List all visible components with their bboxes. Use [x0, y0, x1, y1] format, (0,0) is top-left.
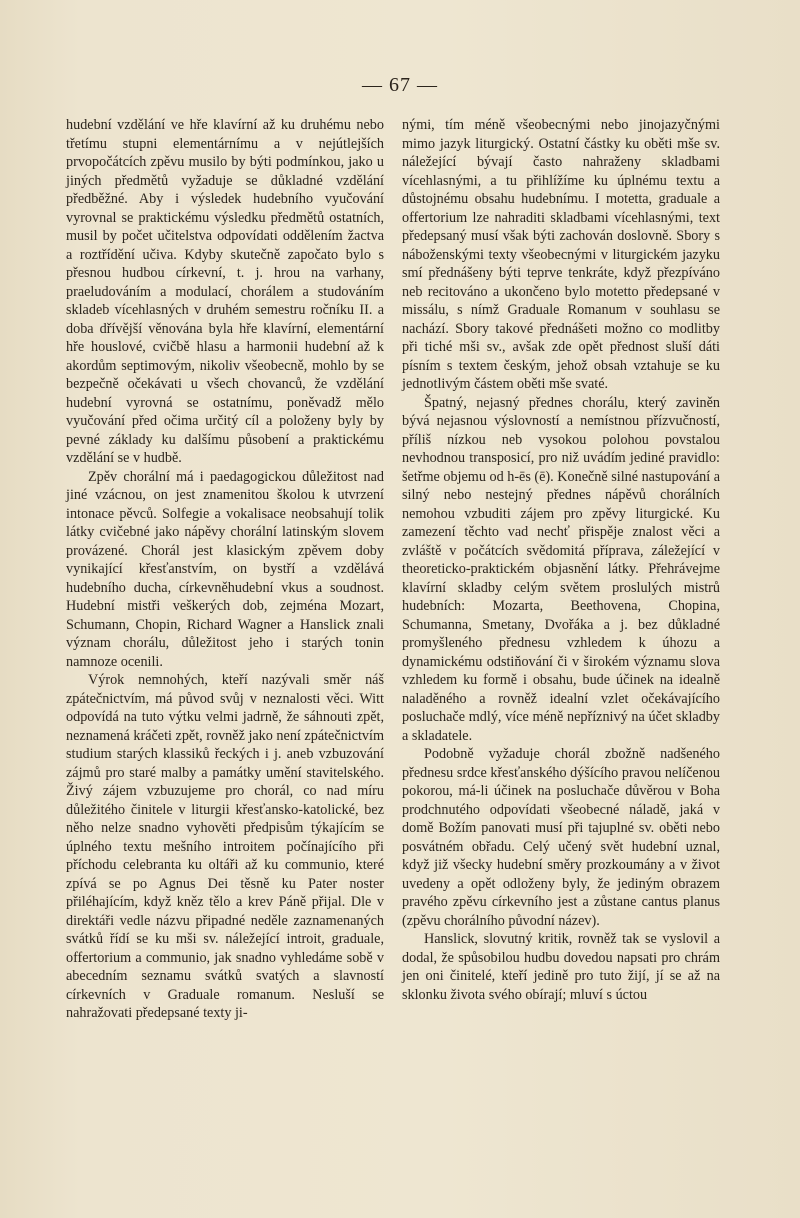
paragraph: Podobně vyžaduje chorál zbožně nadšeného přednesu srdce křesťanského dýšícího pravou nelíčenou pokorou, má-li účinek na posluchače důvěrou v Boha prodchnutého odpovídati všeobecné náladě, jaká v domě Božím panovati musí při tajuplné sv. oběti nebo posvátném obřadu. Celý učený svět hudební uznal, když již všecky hudební směry prozkoumány a v život uvedeny a opět odloženy byly, že jediným obrazem pravého zpěvu církevního jest a zůstane cantus planus (zpěvu chorálního původní název). — [402, 746, 720, 929]
paragraph: Špatný, nejasný přednes chorálu, který zaviněn bývá nejasnou výslovností a nemístnou přízvučností, příliš nízkou neb vysokou polohou povstalou nevhodnou transposicí, pro niž uvádím jediné pravidlo: šetřme objemu od h-ēs (ē). Konečně silné nastupování a silný nebo nestejný přednes nápěvů chorálních nemohou vzbuditi zájem pro zpěvy liturgické. Ku zamezení těchto vad nechť přispěje znalost věci a zvláště v počátcích svědomitá příprava, záležející v theoreticko-praktickém objasnění látky. Přehrávejme klavírní skladby celým světem proslulých mistrů hudebních: Mozarta, Beethovena, Chopina, Schumanna, Smetany, Dvořáka a j. bez důkladné promyšleného přednesu vzhledem k úhozu a dynamickému odstiňování či v širokém významu slova vzhledem ku formě i obsahu, bude účinek na idealně naladěného a rovněž idealní vzlet očekávajícího posluchače mdlý, více méně nepříznivý na účet skladby a skladatele. — [402, 394, 720, 744]
paragraph: Hanslick, slovutný kritik, rovněž tak se vyslovil a dodal, že spůsobilou hudbu dovedou napsati pro chrám jen oni činitelé, kteří jedině pro tuto žijí, jí se až na sklonku života svého obírají; mluví s úctou — [402, 931, 720, 1003]
paragraph: nými, tím méně všeobecnými nebo jinojazyčnými mimo jazyk liturgický. Ostatní částky ku oběti mše sv. náležející bývají často nahraženy skladbami vícehlasnými, a tu přihlížíme ku úplnému textu a důstojnému obsahu hudebnímu. I motetta, graduale a offertorium lze nahraditi skladbami vícehlasnými, text předepsaný musí však býti zachován doslovně. Sbory s náboženskými texty všeobecnými v liturgickém jazyku smí přednášeny býti teprve tenkráte, když přezpíváno neb recitováno a ukončeno bylo motetto předepsané v missálu, s nímž Graduale Romanum v souhlasu se nachází. Sbory takové přednášeti možno co modlitby při tiché mši sv., avšak zde opět přednost sluší dáti písním s textem českým, jehož obsah vztahuje se ku jednotlivým částem oběti mše svaté. — [402, 117, 720, 392]
paragraph: Zpěv chorální má i paedagogickou důležitost nad jiné vzácnou, on jest znamenitou školou k utvrzení intonace pěvců. Solfegie a vokalisace neobsahují tolik látky cvičebné jako nápěvy chorální latinským slovem provázené. Chorál jest klasickým zpěvem doby vynikající křesťanstvím, on bystří a vzdělává hudebního ducha, církevněhudební vkus a soudnost. Hudební mistři veškerých dob, zejména Mozart, Schumann, Chopin, Richard Wagner a Hanslick znali význam chorálu, důležitost jeho i starých tonin namnoze ocenili. — [66, 468, 384, 670]
paragraph: Výrok nemnohých, kteří nazývali směr náš zpátečnictvím, má původ svůj v neznalosti věci. Witt odpovídá na tuto výtku velmi jadrně, že sáhnouti zpět, neznamená kráčeti zpět, rovněž jako není zpátečnictvím studium starých klassiků řeckých i j. aneb vzbuzování zájmů pro staré malby a památky umění stavitelského. Živý zájem vzbuzujeme pro chorál, co nad míru důležitého činitele v liturgii křesťansko-katolické, bez něho nelze snadno vyhověti předpisům týkajícím se úplného textu mešního introitem počínajícího při příchodu celebranta ku oltáři až ku communio, které zpívá se po Agnus Dei těsně ku Pater noster přiléhajícím, když kněz tělo a krev Páně přijal. Dle v direktáři vedle názvu připadné neděle zaznamenaných svátků řídí se ku mši sv. náležející introit, graduale, offertorium a communio, jak snadno vyhledáme sobě v abecedním seznamu svátků svatých a slavností církevních v Graduale romanum. Nesluší se nahražovati předepsané texty ji- — [66, 672, 384, 1021]
left-column — [66, 116, 384, 1023]
paragraph: hudební vzdělání ve hře klavírní až ku druhému nebo třetímu stupni elementárnímu a v nejútlejších prvopočátcích zpěvu musilo by býti podmínkou, jako u jiných předmětů vyžaduje se důkladné vzdělání předběžné. Aby i výsledek hudebního vyučování vyrovnal se praktickému výsledku předmětů ostatních, musil by počet učitelstva odpovídati oddělením žactva a roztřídění učiva. Kdyby skutečně započato bylo s přesnou hudbou církevní, t. j. hrou na varhany, praeludováním a modulací, chorálem a studováním skladeb vícehlasných v druhém semestru ročníku II. a doba dřívější věnována byla hře klavírní, elementární hře houslové, cvičbě hlasu a harmonii hudební až k akordům septimovým, nikoliv všeobecně, mohlo by se bezpečně očekávati u všech chovanců, že vzdělání hudební vyrovná se ostatnímu, poněvadž mělo vyučování před očima určitý cíl a položeny byly by pevné základy ku dalšímu působení a praktickému vzdělání se v hudbě. — [66, 117, 384, 466]
page-number: — 67 — — [362, 74, 438, 96]
right-column — [402, 116, 720, 1004]
